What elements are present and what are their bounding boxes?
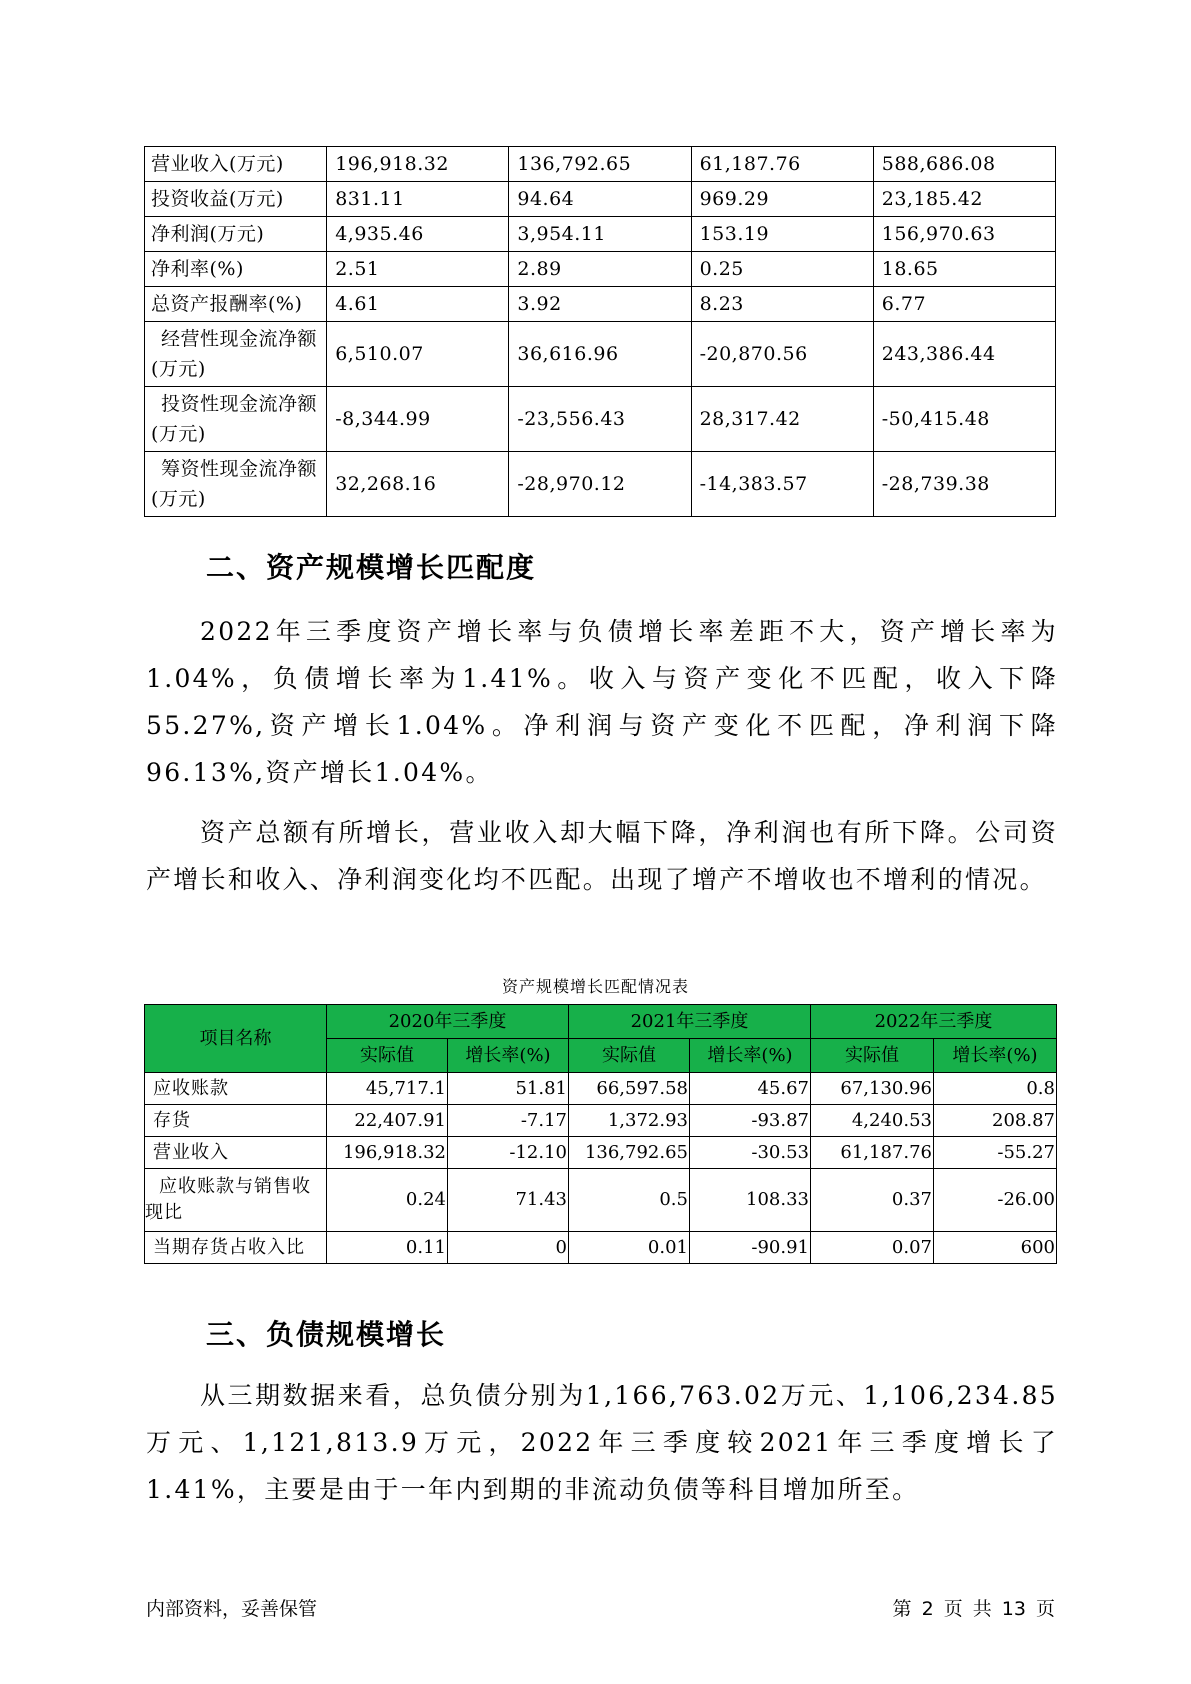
table-cell: 66,597.58: [569, 1073, 690, 1105]
table-cell: 0: [448, 1232, 569, 1264]
table-cell: 4,935.46: [327, 217, 509, 252]
table-row: [145, 217, 1056, 252]
table-cell: 61,187.76: [811, 1137, 934, 1169]
table-cell: 600: [934, 1232, 1057, 1264]
table-row: [145, 182, 1056, 217]
column-header: 实际值: [327, 1039, 448, 1073]
row-label: 存货: [145, 1105, 327, 1137]
table-cell: 588,686.08: [873, 147, 1055, 182]
table-cell: -90.91: [690, 1232, 811, 1264]
table-cell: 196,918.32: [327, 1137, 448, 1169]
row-label: 净利润(万元): [145, 217, 327, 252]
table-cell: 0.01: [569, 1232, 690, 1264]
row-label: [145, 322, 327, 387]
table-row: [145, 1232, 1057, 1264]
body-paragraph: 资产总额有所增长，营业收入却大幅下降，净利润也有所下降。公司资产增长和收入、净利润变化均不匹配。出现了增产不增收也不增利的情况。: [146, 818, 1058, 894]
row-label: 营业收入(万元): [145, 147, 327, 182]
table-cell: 4,240.53: [811, 1105, 934, 1137]
table-cell: 0.8: [934, 1073, 1057, 1105]
table-cell: 3,954.11: [509, 217, 691, 252]
table-cell: 136,792.65: [569, 1137, 690, 1169]
table-header-row: [145, 1005, 1057, 1039]
column-header: 项目名称: [145, 1005, 327, 1073]
column-header: 增长率(%): [690, 1039, 811, 1073]
table-cell: -28,739.38: [873, 452, 1055, 517]
table-cell: -26.00: [934, 1169, 1057, 1232]
row-label: 应收账款: [145, 1073, 327, 1105]
table-cell: -14,383.57: [691, 452, 873, 517]
table-cell: 32,268.16: [327, 452, 509, 517]
table-cell: 51.81: [448, 1073, 569, 1105]
table-cell: 156,970.63: [873, 217, 1055, 252]
column-header: 实际值: [569, 1039, 690, 1073]
table-cell: 2.89: [509, 252, 691, 287]
table-cell: 0.25: [691, 252, 873, 287]
table-cell: 0.5: [569, 1169, 690, 1232]
table-cell: 208.87: [934, 1105, 1057, 1137]
table-cell: 0.24: [327, 1169, 448, 1232]
row-label-line2: (万元): [151, 358, 206, 380]
row-label-line1: 应收账款与销售收: [159, 1176, 311, 1197]
table-cell: 136,792.65: [509, 147, 691, 182]
table-cell: -23,556.43: [509, 387, 691, 452]
table-cell: 45,717.1: [327, 1073, 448, 1105]
table-cell: 0.11: [327, 1232, 448, 1264]
row-label-line1: 筹资性现金流净额: [161, 458, 318, 480]
table-cell: 71.43: [448, 1169, 569, 1232]
table-cell: 108.33: [690, 1169, 811, 1232]
table-cell: 36,616.96: [509, 322, 691, 387]
section-heading: 三、负债规模增长: [206, 1318, 447, 1351]
table-cell: 67,130.96: [811, 1073, 934, 1105]
table-caption: 资产规模增长匹配情况表: [501, 977, 689, 996]
table-cell: 969.29: [691, 182, 873, 217]
asset-growth-match-table: [144, 1004, 1057, 1264]
table-row: [145, 252, 1056, 287]
table-row: [145, 1073, 1057, 1105]
table-cell: -12.10: [448, 1137, 569, 1169]
table-cell: -93.87: [690, 1105, 811, 1137]
body-paragraph: 从三期数据来看，总负债分别为1,166,763.02万元、1,106,234.85万元、1,121,813.9万元，2022年三季度较2021年三季度增长了1.41%，主要是由于一年内到期的非流动负债等科目增加所至。: [146, 1381, 1058, 1504]
table-row: [145, 147, 1056, 182]
table-cell: -28,970.12: [509, 452, 691, 517]
page-number: 第 2 页 共 13 页: [892, 1598, 1055, 1620]
table-cell: -50,415.48: [873, 387, 1055, 452]
table-cell: 6.77: [873, 287, 1055, 322]
row-label-line2: (万元): [151, 488, 206, 510]
table-cell: 8.23: [691, 287, 873, 322]
row-label: [145, 1169, 327, 1232]
table-cell: 22,407.91: [327, 1105, 448, 1137]
table-cell: -20,870.56: [691, 322, 873, 387]
table-cell: 1,372.93: [569, 1105, 690, 1137]
table-cell: 3.92: [509, 287, 691, 322]
table-cell: 0.07: [811, 1232, 934, 1264]
table-cell: -55.27: [934, 1137, 1057, 1169]
table-cell: 196,918.32: [327, 147, 509, 182]
row-label: [145, 452, 327, 517]
column-header: 增长率(%): [934, 1039, 1057, 1073]
table-cell: -8,344.99: [327, 387, 509, 452]
footer-confidential-note: 内部资料，妥善保管: [146, 1598, 318, 1620]
row-label: 投资收益(万元): [145, 182, 327, 217]
row-label: 营业收入: [145, 1137, 327, 1169]
table-cell: 45.67: [690, 1073, 811, 1105]
table-cell: 61,187.76: [691, 147, 873, 182]
table-cell: -7.17: [448, 1105, 569, 1137]
table-cell: 6,510.07: [327, 322, 509, 387]
table-cell: 4.61: [327, 287, 509, 322]
row-label-line1: 经营性现金流净额: [161, 328, 318, 350]
table-cell: 18.65: [873, 252, 1055, 287]
table-cell: 243,386.44: [873, 322, 1055, 387]
table-cell: 28,317.42: [691, 387, 873, 452]
row-label: 当期存货占收入比: [145, 1232, 327, 1264]
table-row: [145, 1137, 1057, 1169]
column-header: 2022年三季度: [811, 1005, 1057, 1039]
table-row: [145, 452, 1056, 517]
section-heading: 二、资产规模增长匹配度: [206, 551, 537, 584]
column-header: 2020年三季度: [327, 1005, 569, 1039]
column-header: 增长率(%): [448, 1039, 569, 1073]
column-header: 实际值: [811, 1039, 934, 1073]
row-label-line2: 现比: [145, 1202, 183, 1223]
column-header: 2021年三季度: [569, 1005, 811, 1039]
table-cell: 2.51: [327, 252, 509, 287]
row-label: 总资产报酬率(%): [145, 287, 327, 322]
table-row: [145, 322, 1056, 387]
financial-indicators-table: [144, 146, 1056, 517]
table-cell: 0.37: [811, 1169, 934, 1232]
table-cell: 23,185.42: [873, 182, 1055, 217]
table-row: [145, 387, 1056, 452]
row-label: 净利率(%): [145, 252, 327, 287]
table-cell: 831.11: [327, 182, 509, 217]
table-row: [145, 287, 1056, 322]
row-label-line2: (万元): [151, 423, 206, 445]
row-label-line1: 投资性现金流净额: [161, 393, 318, 415]
table-cell: -30.53: [690, 1137, 811, 1169]
table-row: [145, 1169, 1057, 1232]
body-paragraph: 2022年三季度资产增长率与负债增长率差距不大，资产增长率为1.04%，负债增长率为1.41%。收入与资产变化不匹配，收入下降55.27%,资产增长1.04%。净利润与资产变化不匹配，净利润下降96.13%,资产增长1.04%。: [146, 617, 1058, 787]
table-cell: 153.19: [691, 217, 873, 252]
table-row: [145, 1105, 1057, 1137]
table-cell: 94.64: [509, 182, 691, 217]
row-label: [145, 387, 327, 452]
